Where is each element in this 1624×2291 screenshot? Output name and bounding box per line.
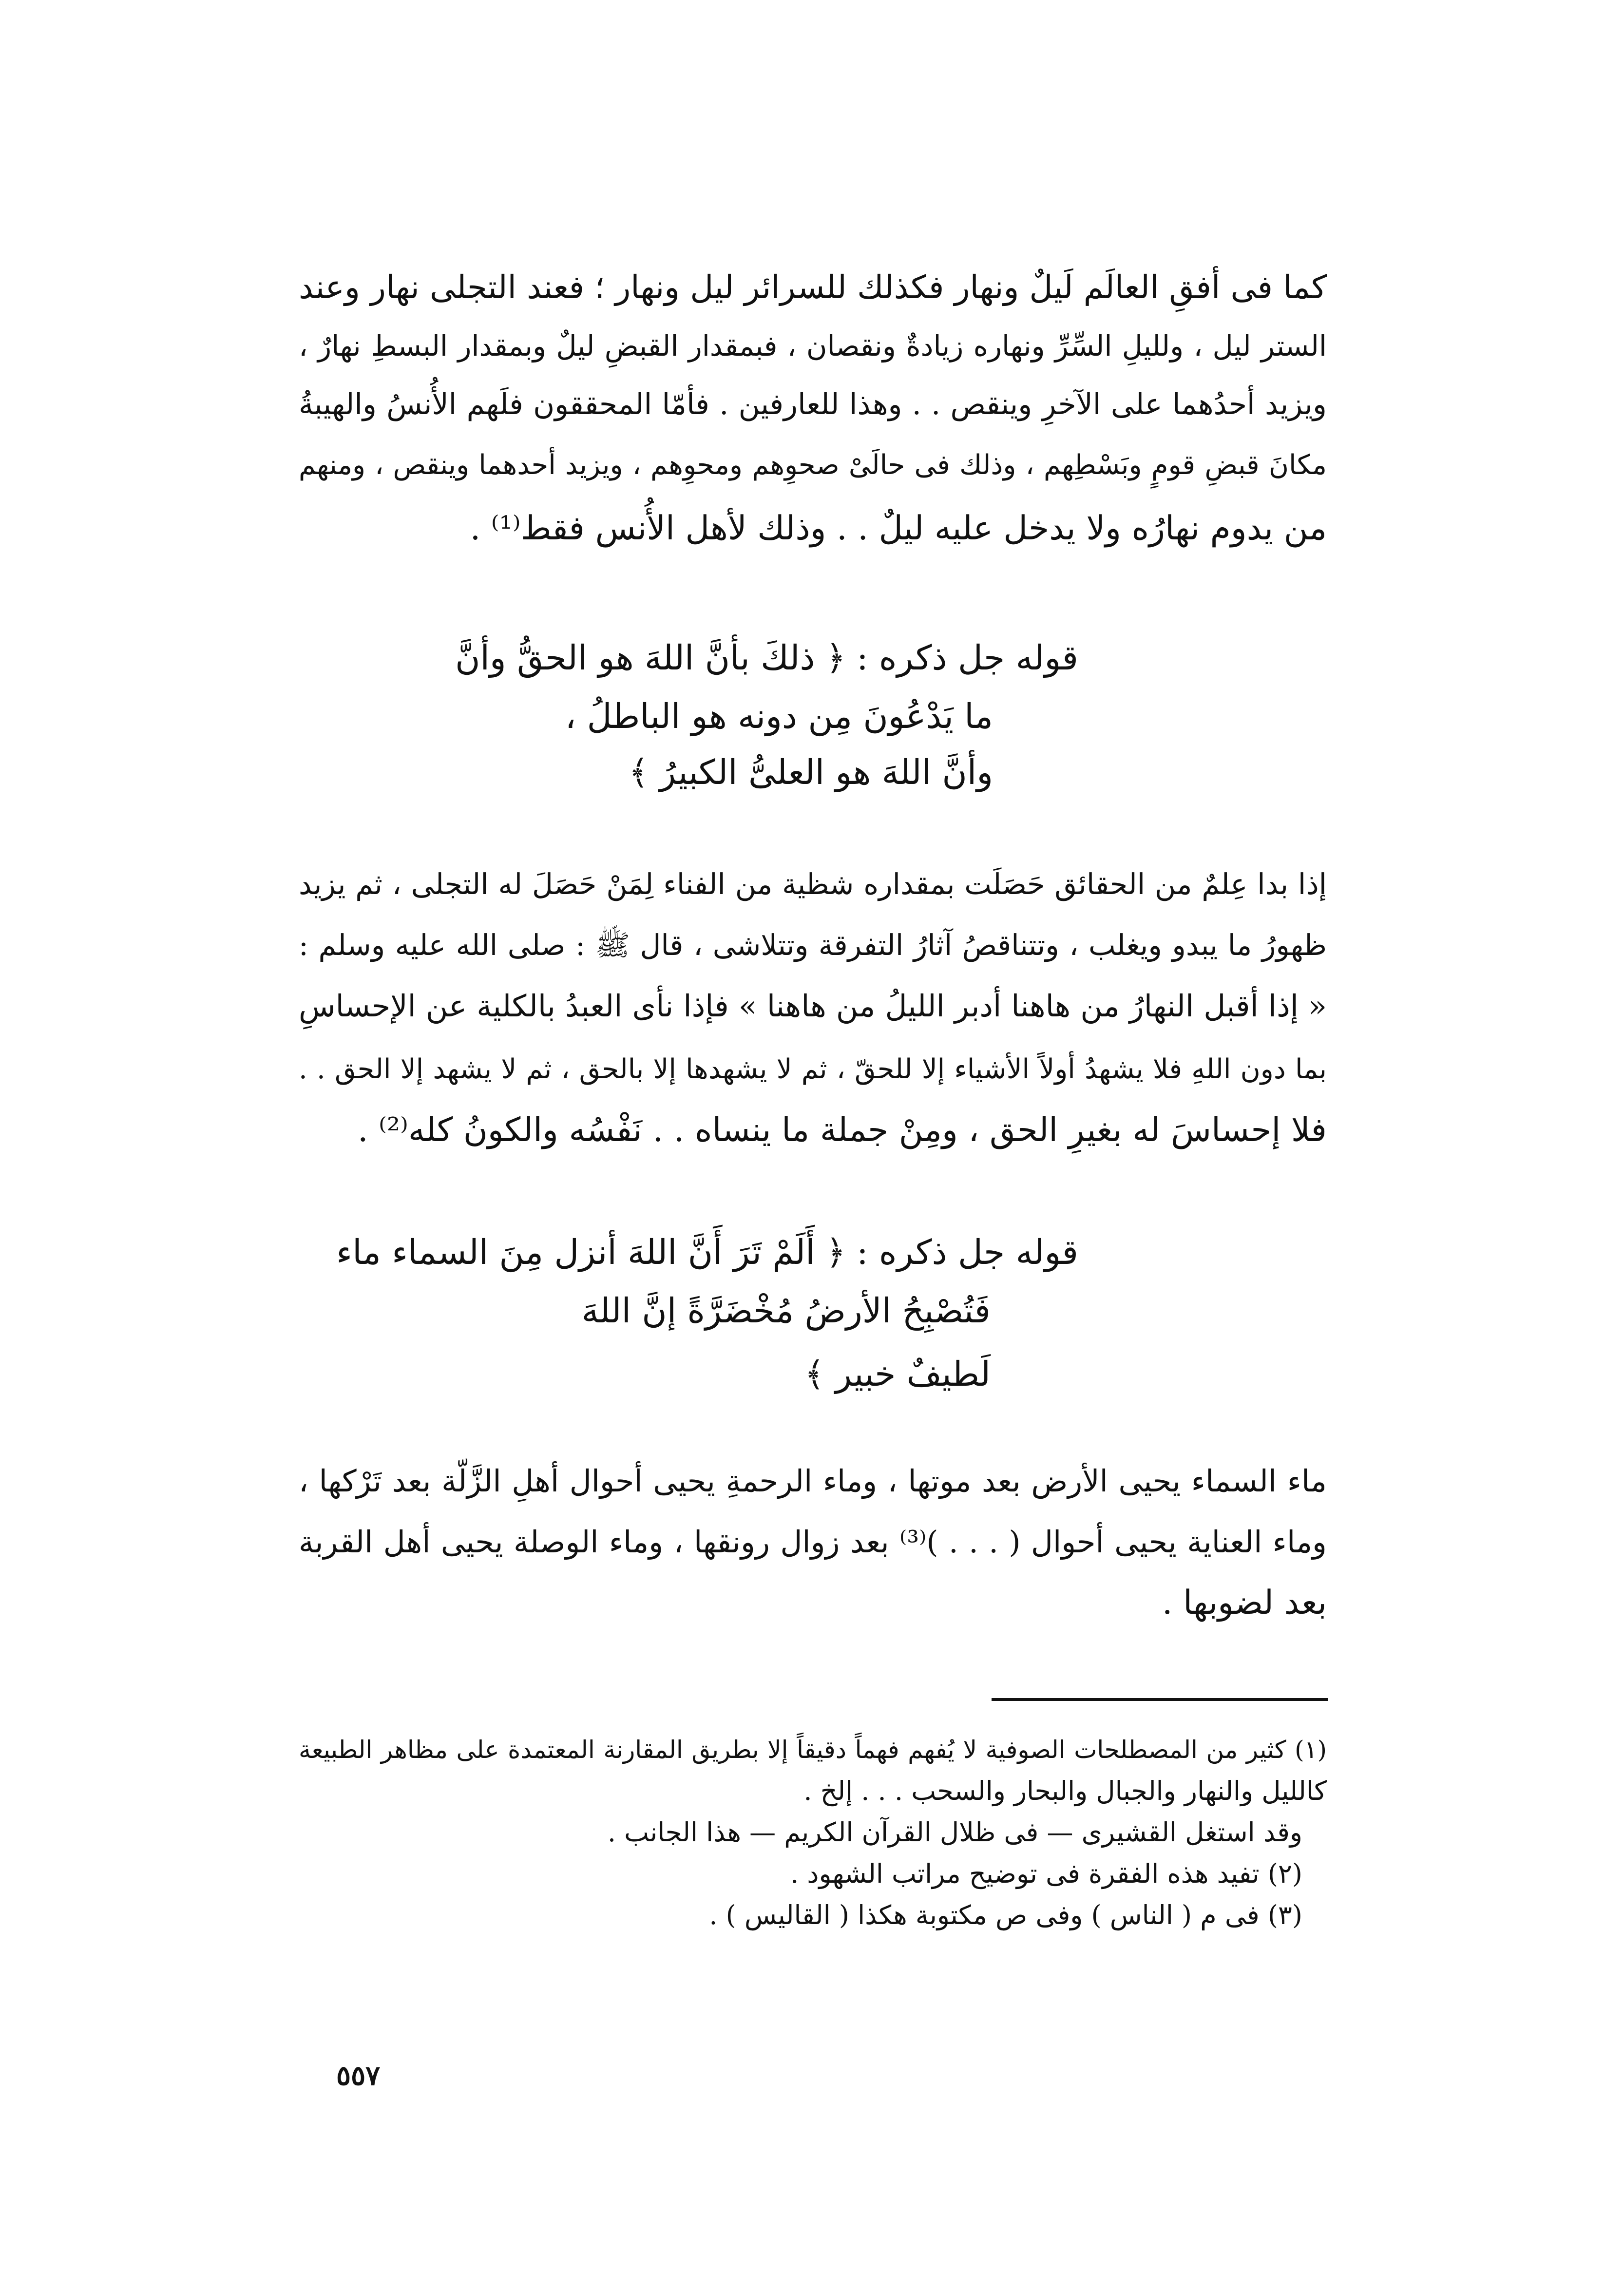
paragraph-2-line-5: فلا إحساسَ له بغيرِ الحق ، ومِنْ جملة ما ينساه . . نَفْسُه والكونُ كله⁽²⁾ . xyxy=(357,1111,1327,1149)
verse-2-line-3: لَطيفٌ خبير ﴾ xyxy=(804,1354,991,1394)
paragraph-2-line-4: بما دون اللهِ فلا يشهدُ أولاً الأشياء إلا للحقّ ، ثم لا يشهدها إلا بالحق ، ثم لا يشهد إلا الحق . . xyxy=(299,1053,1327,1085)
paragraph-3-line-1: ماء السماء يحيى الأرض بعد موتها ، وماء الرحمةِ يحيى أحوال أهلِ الزَّلّة بعد تَرْكها ، xyxy=(299,1463,1327,1499)
paragraph-1-line-1: كما فى أفقِ العالَم لَيلٌ ونهار فكذلك للسرائر ليل ونهار ؛ فعند التجلى نهار وعند xyxy=(299,268,1327,306)
paragraph-2-line-2: ظهورُ ما يبدو ويغلب ، وتتناقصُ آثارُ التفرقة وتتلاشى ، قال ﷺ : صلى الله عليه وسلم : xyxy=(299,928,1327,962)
footnote-1-line-3: وقد استغل القشيرى — فى ظلال القرآن الكريم — هذا الجانب . xyxy=(607,1817,1302,1848)
footnote-separator xyxy=(992,1698,1328,1701)
verse-2-line-1: قوله جل ذكره : ﴿ أَلَمْ تَرَ أَنَّ اللهَ أنزل مِنَ السماء ماء xyxy=(336,1232,1078,1272)
page-number: ٥٥٧ xyxy=(336,2060,381,2092)
paragraph-1-line-4: مكانَ قبضِ قومٍ وبَسْطِهم ، وذلك فى حالَىْ صحوِهم ومحوِهم ، ويزيد أحدهما وينقص ، ومنهم xyxy=(299,449,1327,481)
verse-1-line-1: قوله جل ذكره : ﴿ ذلكَ بأنَّ اللهَ هو الحقُّ وأنَّ xyxy=(455,638,1078,678)
footnote-2: (٢) تفيد هذه الفقرة فى توضيح مراتب الشهود . xyxy=(790,1858,1302,1889)
footnote-3: (٣) فى م ( الناس ) وفى ص مكتوبة هكذا ( القاليس ) . xyxy=(709,1900,1302,1930)
paragraph-1-line-2: الستر ليل ، ولليلِ السِّرِّ ونهاره زيادةٌ ونقصان ، فبمقدار القبضِ ليلٌ وبمقدار البسطِ نهارٌ ، xyxy=(299,329,1327,363)
verse-1-line-3: وأنَّ اللهَ هو العلىُّ الكبيرُ ﴾ xyxy=(629,752,993,792)
footnote-1-line-1: (١) كثير من المصطلحات الصوفية لا يُفهم فهماً دقيقاً إلا بطريق المقارنة المعتمدة على مظاهر الطبيعة xyxy=(299,1736,1327,1764)
paragraph-3-line-3: بعد لضوبها . xyxy=(1162,1584,1327,1622)
paragraph-2-line-3: « إذا أقبل النهارُ من هاهنا أدبر الليلُ من هاهنا » فإذا نأى العبدُ بالكلية عن الإحساسِ xyxy=(299,988,1327,1024)
footnote-1-line-2: كالليل والنهار والجبال والبحار والسحب . . . إلخ . xyxy=(803,1776,1327,1806)
paragraph-2-line-1: إذا بدا عِلمٌ من الحقائق حَصَلَت بمقداره شظية من الفناء لِمَنْ حَصَلَ له التجلى ، ثم يزيد xyxy=(299,867,1327,901)
verse-1-line-2: ما يَدْعُونَ مِن دونه هو الباطلُ ، xyxy=(565,696,993,736)
paragraph-3-line-2: وماء العناية يحيى أحوال ( . . . )⁽³⁾ بعد زوال رونقها ، وماء الوصلة يحيى أهل القربة xyxy=(299,1524,1327,1560)
paragraph-1-line-3: ويزيد أحدُهما على الآخرِ وينقص . . وهذا للعارفين . فأمّا المحققون فلَهم الأُنسُ والهيبةُ xyxy=(299,387,1327,421)
paragraph-1-line-5: من يدوم نهارُه ولا يدخل عليه ليلٌ . . وذلك لأهل الأُنس فقط⁽¹⁾ . xyxy=(470,509,1327,548)
verse-2-line-2: فَتُصْبِحُ الأرضُ مُخْضَرَّةً إنَّ اللهَ xyxy=(581,1291,991,1331)
